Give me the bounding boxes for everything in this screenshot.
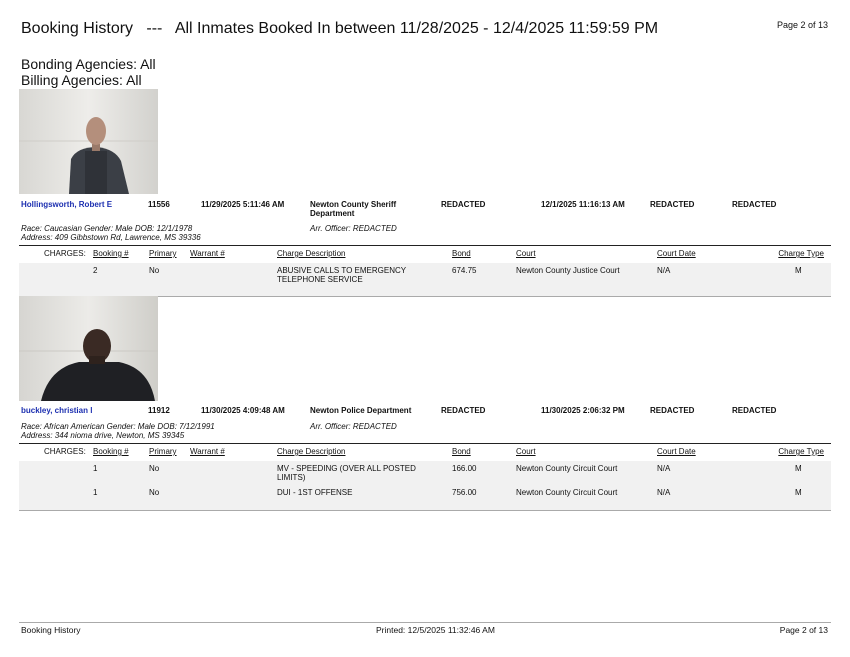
col-primary: Primary <box>149 447 177 456</box>
redacted-field: REDACTED <box>441 406 486 415</box>
booking-number: 11556 <box>148 200 170 209</box>
address: Address: 344 nioma drive, Newton, MS 39345 <box>21 431 185 440</box>
arresting-agency: Newton County Sheriff Department <box>310 200 397 218</box>
arresting-officer: Arr. Officer: REDACTED <box>310 422 397 431</box>
inmate-name[interactable]: buckley, christian l <box>21 406 93 415</box>
col-primary: Primary <box>149 249 177 258</box>
col-warrant: Warrant # <box>190 447 225 456</box>
release-datetime: 12/1/2025 11:16:13 AM <box>541 200 625 209</box>
col-charge-type: Charge Type <box>778 249 824 258</box>
col-description: Charge Description <box>277 447 346 456</box>
table-row <box>19 461 831 510</box>
footer-report-name: Booking History <box>21 625 81 635</box>
inmate-row <box>0 200 850 240</box>
charge-bond: 674.75 <box>452 266 477 275</box>
charge-type: M <box>795 488 802 497</box>
footer-page-number: Page 2 of 13 <box>779 625 828 635</box>
release-datetime: 11/30/2025 2:06:32 PM <box>541 406 625 415</box>
billing-agencies: Billing Agencies: All <box>21 72 142 88</box>
charge-court: Newton County Circuit Court <box>516 488 618 497</box>
inmate-row <box>0 406 850 446</box>
arresting-agency: Newton Police Department <box>310 406 412 415</box>
charge-description: DUI - 1ST OFFENSE <box>277 488 353 497</box>
col-booking: Booking # <box>93 447 129 456</box>
charge-type: M <box>795 464 802 473</box>
footer-printed: Printed: 12/5/2025 11:32:46 AM <box>376 625 495 635</box>
charges-table <box>19 245 831 297</box>
col-court: Court <box>516 447 536 456</box>
redacted-field: REDACTED <box>732 406 777 415</box>
charge-booking: 1 <box>93 464 98 473</box>
booking-number: 11912 <box>148 406 170 415</box>
bonding-agencies: Bonding Agencies: All <box>21 56 156 72</box>
col-booking: Booking # <box>93 249 129 258</box>
inmate-photo <box>19 296 158 401</box>
charge-court-date: N/A <box>657 266 671 275</box>
col-court-date: Court Date <box>657 447 696 456</box>
booked-datetime: 11/30/2025 4:09:48 AM <box>201 406 285 415</box>
inmate-name[interactable]: Hollingsworth, Robert E <box>21 200 113 209</box>
charge-court-date: N/A <box>657 464 671 473</box>
col-warrant: Warrant # <box>190 249 225 258</box>
redacted-field: REDACTED <box>650 406 695 415</box>
charge-primary: No <box>149 266 160 275</box>
col-description: Charge Description <box>277 249 346 258</box>
inmate-photo <box>19 89 158 194</box>
charge-booking: 2 <box>93 266 98 275</box>
charge-description: ABUSIVE CALLS TO EMERGENCY TELEPHONE SERVICE <box>277 266 406 284</box>
charge-description: MV - SPEEDING (OVER ALL POSTED LIMITS) <box>277 464 416 482</box>
page-number-top: Page 2 of 13 <box>776 20 828 30</box>
charge-primary: No <box>149 488 160 497</box>
col-bond: Bond <box>452 447 471 456</box>
charges-label: CHARGES: <box>44 249 86 258</box>
charge-bond: 166.00 <box>452 464 477 473</box>
charge-court: Newton County Circuit Court <box>516 464 618 473</box>
charge-court: Newton County Justice Court <box>516 266 620 275</box>
race-gender-dob: Race: African American Gender: Male DOB: 7/12/1991 <box>21 422 215 431</box>
charge-type: M <box>795 266 802 275</box>
charge-bond: 756.00 <box>452 488 477 497</box>
charge-court-date: N/A <box>657 488 671 497</box>
booked-datetime: 11/29/2025 5:11:46 AM <box>201 200 285 209</box>
charges-table <box>19 443 831 511</box>
charge-booking: 1 <box>93 488 98 497</box>
col-court: Court <box>516 249 536 258</box>
report-title: Booking History --- All Inmates Booked In between 11/28/2025 - 12/4/2025 11:59:59 PM <box>21 20 659 37</box>
address: Address: 409 Gibbstown Rd, Lawrence, MS 39336 <box>21 233 201 242</box>
table-row <box>19 263 831 296</box>
col-charge-type: Charge Type <box>778 447 824 456</box>
footer-divider <box>19 622 831 623</box>
arresting-officer: Arr. Officer: REDACTED <box>310 224 397 233</box>
redacted-field: REDACTED <box>650 200 695 209</box>
race-gender-dob: Race: Caucasian Gender: Male DOB: 12/1/1978 <box>21 224 193 233</box>
redacted-field: REDACTED <box>441 200 486 209</box>
charges-label: CHARGES: <box>44 447 86 456</box>
charge-primary: No <box>149 464 160 473</box>
redacted-field: REDACTED <box>732 200 777 209</box>
col-bond: Bond <box>452 249 471 258</box>
col-court-date: Court Date <box>657 249 696 258</box>
